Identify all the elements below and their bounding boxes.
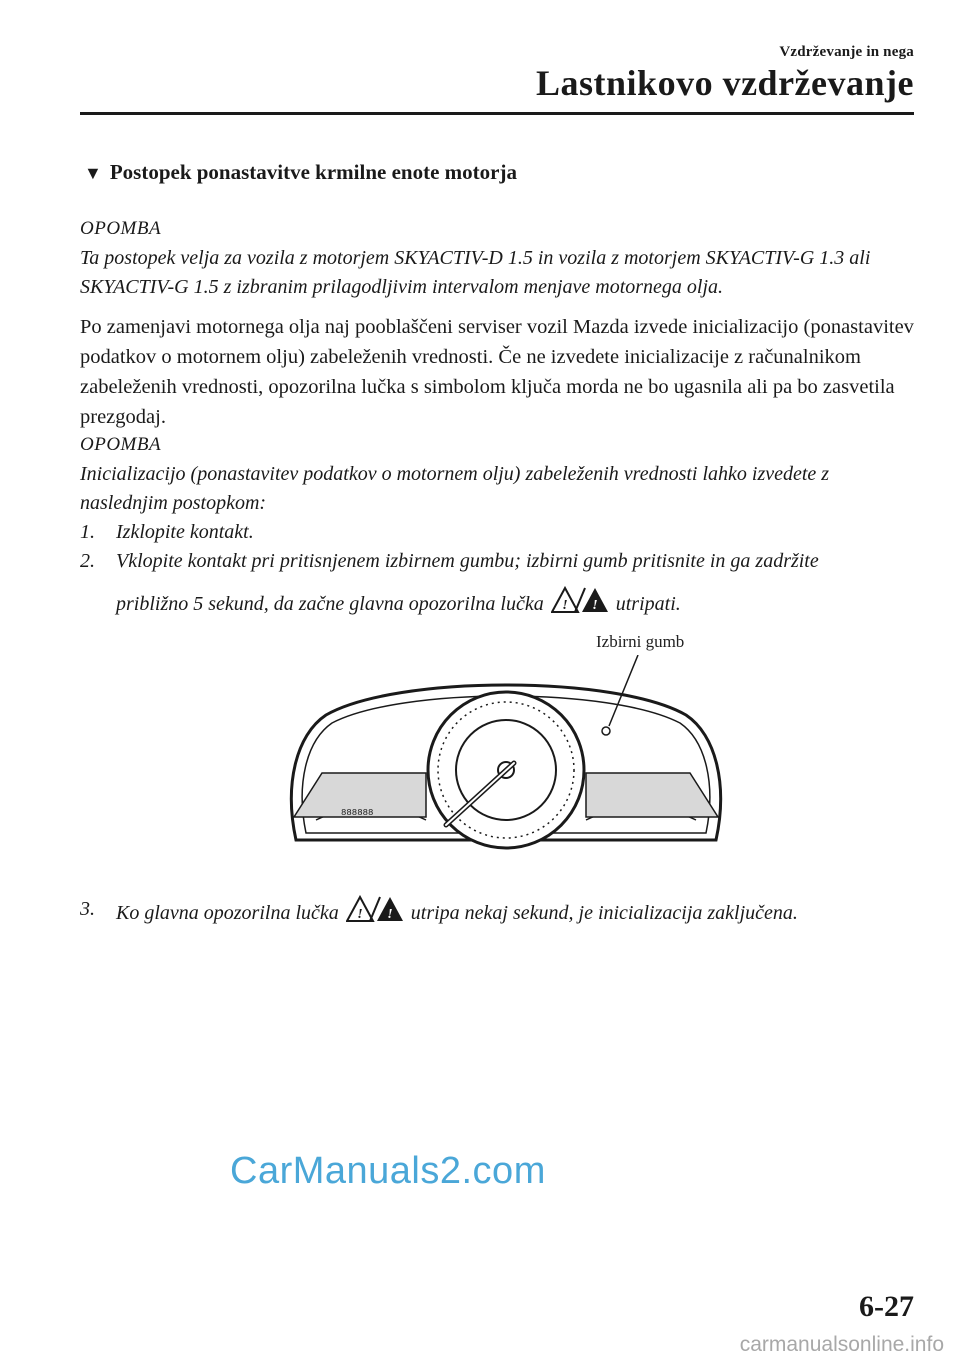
master-warning-icon	[551, 586, 609, 614]
step-3-text-b: utripa nekaj sekund, je inicializacija zaključena.	[410, 902, 798, 924]
step-2-body	[116, 547, 916, 619]
body-paragraph: Po zamenjavi motornega olja naj pooblaščeni serviser vozil Mazda izvede inicializacijo (ponastavitev podatkov o motornem olju) zabeleženih vrednosti. Če ne izvedete inicializacije z računalnikom zabeleženih vrednosti, opozorilna lučka s simbolom ključa morda ne bo ugasnila ali pa bo zasvetila prezgodaj.	[80, 316, 914, 428]
step-1	[80, 518, 916, 547]
step-2-text-a: Vklopite kontakt pri pritisnjenem izbirnem gumbu; izbirni gumb pritisnite in ga zadržite	[116, 550, 819, 572]
step-1-text: Izklopite kontakt.	[116, 521, 254, 543]
triangle-bullet-icon: ▼	[84, 163, 102, 183]
page-number: 6-27	[859, 1290, 914, 1323]
instrument-cluster-illustration	[276, 655, 736, 865]
note-2-intro: Inicializacijo (ponastavitev podatkov o motornem olju) zabeleženih vrednosti lahko izvedete z naslednjim postopkom:	[80, 463, 830, 514]
section-heading	[84, 160, 517, 185]
step-3-body	[116, 895, 916, 928]
note-1-text: Ta postopek velja za vozila z motorjem SKYACTIV-D 1.5 in vozila z motorjem SKYACTIV-G 1.3 ali SKYACTIV-G 1.5 z izbranim prilagodljivim intervalom menjave motornega olja.	[80, 247, 871, 298]
step-2	[80, 547, 916, 619]
note-2-label: OPOMBA	[80, 434, 162, 455]
step-3	[80, 895, 916, 928]
header-rule	[80, 112, 914, 115]
section-heading-text: Postopek ponastavitve krmilne enote motorja	[109, 160, 517, 184]
header-section-title: Vzdrževanje in nega	[779, 44, 914, 60]
footer-site: carmanualsonline.info	[739, 1333, 944, 1356]
step-2-number: 2.	[80, 550, 95, 572]
header-chapter-title: Lastnikovo vzdrževanje	[536, 63, 914, 103]
watermark: CarManuals2.com	[230, 1150, 546, 1192]
step-3-number: 3.	[80, 898, 95, 920]
svg-text:!: !	[357, 907, 363, 922]
svg-text:!: !	[562, 598, 568, 613]
callout-leader-line	[609, 655, 638, 726]
step-3-text-a: Ko glavna opozorilna lučka	[116, 902, 339, 924]
step-2-text-c: utripati.	[615, 593, 681, 615]
note-1	[80, 214, 916, 302]
note-1-label: OPOMBA	[80, 218, 162, 239]
step-2-text-b: približno 5 sekund, da začne glavna opozorilna lučka	[116, 593, 544, 615]
selector-button-icon	[602, 727, 610, 735]
svg-text:!: !	[387, 907, 393, 922]
step-3-row	[80, 895, 916, 928]
step-1-number: 1.	[80, 521, 95, 543]
odometer-readout: 888888	[341, 808, 374, 818]
master-warning-icon	[346, 895, 404, 923]
figure-callout-label: Izbirni gumb	[596, 632, 685, 651]
note-2	[80, 430, 916, 619]
svg-text:!: !	[592, 598, 598, 613]
